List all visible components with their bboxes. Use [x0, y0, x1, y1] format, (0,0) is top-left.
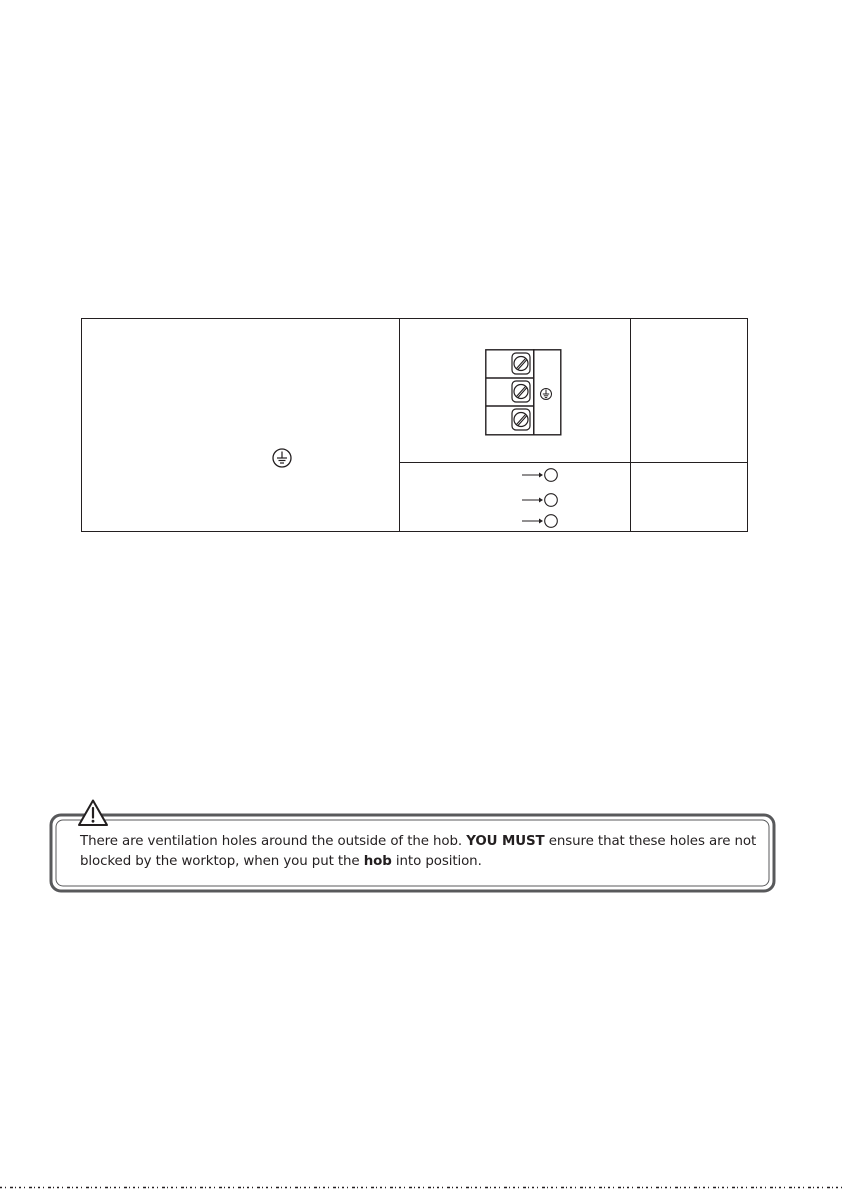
bottom-edge-dots: [0, 1186, 846, 1189]
warning-emphasis-hob: hob: [363, 854, 392, 869]
warning-triangle-icon: [76, 798, 110, 828]
table-divider-left: [399, 319, 400, 531]
connection-point-icon: [545, 494, 558, 507]
terminal-screw-icon: [512, 353, 530, 374]
terminal-screw-icon: [512, 381, 530, 402]
earth-ground-icon: [271, 447, 293, 469]
warning-text-part3: into position.: [391, 854, 482, 869]
warning-text-part2: ensure that these holes are not blocked by the worktop, when you put the: [80, 834, 757, 869]
arrow-right-icon: [522, 519, 543, 524]
connection-point-icon: [545, 515, 558, 528]
arrow-right-icon: [522, 473, 543, 478]
warning-message: [80, 832, 760, 872]
terminal-block: [485, 349, 565, 437]
connection-point-icon: [545, 469, 558, 482]
table-divider-right: [630, 319, 631, 531]
arrow-right-icon: [522, 498, 543, 503]
warning-text-part1: There are ventilation holes around the outside of the hob.: [80, 834, 467, 849]
connection-arrows: [520, 466, 564, 530]
table-row-divider: [399, 462, 747, 463]
warning-emphasis-you-must: YOU MUST: [466, 834, 545, 849]
earth-ground-icon: [541, 389, 552, 400]
terminal-screw-icon: [512, 409, 530, 430]
wiring-table: [81, 318, 748, 532]
